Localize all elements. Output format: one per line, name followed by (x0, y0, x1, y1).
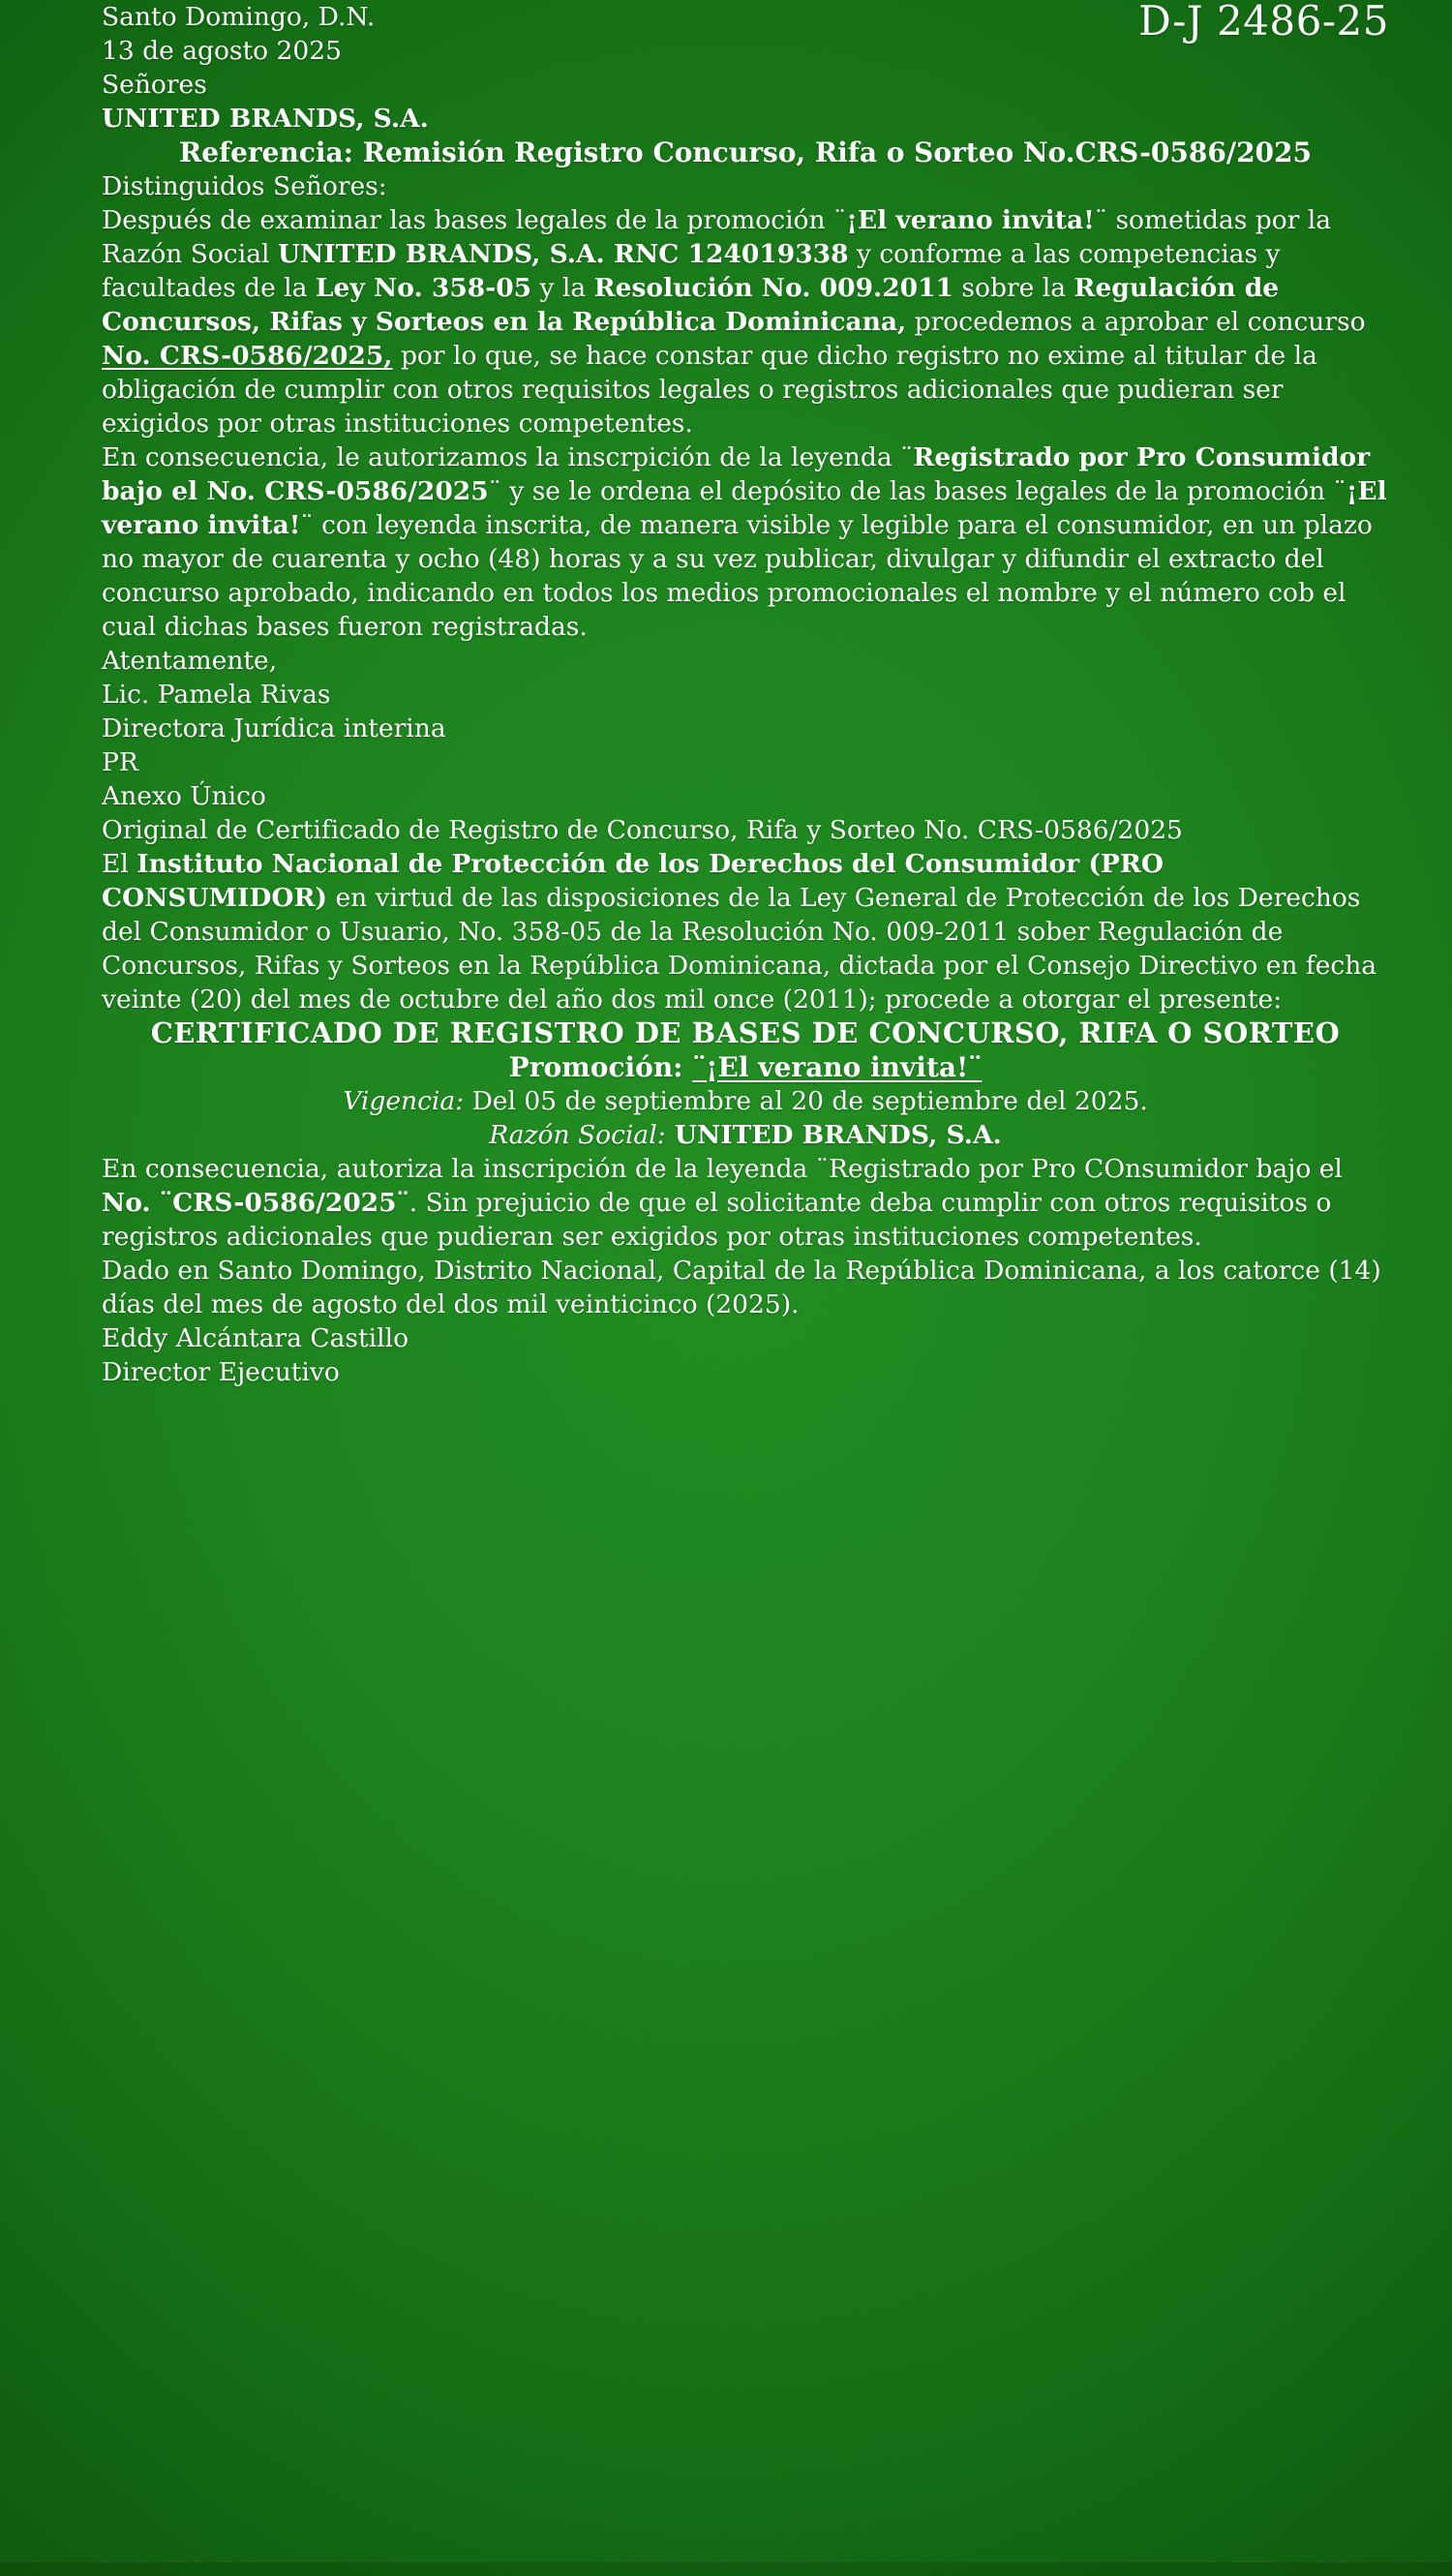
signer-block (102, 678, 1389, 779)
document-number: D-J 2486-25 (1138, 0, 1389, 45)
certificate-intro-paragraph: El Instituto Nacional de Protección de los Derechos del Consumidor (PRO CONSUMIDOR) en virtud de las disposiciones de la Ley General de Protección de los Derechos del Consumidor o Usuario, No. 358-05 de la Resolución No. 009-2011 sober Regulación de Concursos, Rifas y Sorteos en la República Dominicana, dictada por el Consejo Directivo en fecha veinte (20) del mes de octubre del año dos mil once (2011); procede a otorgar el presente: (102, 849, 1377, 1015)
letter-header (102, 0, 1389, 68)
signer-name: Lic. Pamela Rivas (102, 680, 331, 710)
promotion-label: Promoción: (508, 1051, 693, 1083)
greeting-line: Distinguidos Señores: (102, 171, 387, 201)
addressee-name: UNITED BRANDS, S.A. (102, 104, 429, 134)
closing-line: Atentamente, (102, 646, 278, 676)
validity-line (102, 1084, 1389, 1118)
certificate-signer-name: Eddy Alcántara Castillo (102, 1323, 409, 1353)
promotion-line (102, 1050, 1389, 1084)
certificate-title: CERTIFICADO DE REGISTRO DE BASES DE CONCURSO, RIFA O SORTEO (150, 1016, 1341, 1049)
validity-label: Vigencia: (343, 1086, 465, 1116)
issued-paragraph: Dado en Santo Domingo, Distrito Nacional, Capital de la República Dominicana, a los catorce (14) días del mes de agosto del dos mil veinticinco (2025). (102, 1256, 1381, 1319)
certificate-signer-title: Director Ejecutivo (102, 1357, 340, 1387)
addressee-salutation: Señores (102, 70, 207, 100)
annex-description: Original de Certificado de Registro de Concurso, Rifa y Sorteo No. CRS-0586/2025 (102, 815, 1183, 845)
reference-line: Referencia: Remisión Registro Concurso, Rifa o Sorteo No.CRS-0586/2025 (178, 136, 1312, 168)
place-date-block (102, 0, 375, 68)
company-label: Razón Social: (489, 1120, 666, 1150)
letter-paragraph-2: En consecuencia, le autorizamos la inscrpición de la leyenda ¨Registrado por Pro Consumidor bajo el No. CRS-0586/2025¨ y se le ordena el depósito de las bases legales de la promoción ¨¡El verano invita!¨ con leyenda inscrita, de manera visible y legible para el consumidor, en un plazo no mayor de cuarenta y ocho (48) horas y a su vez publicar, divulgar y difundir el extracto del concurso aprobado, indicando en todos los medios promocionales el nombre y el número cob el cual dichas bases fueron registradas. (102, 442, 1387, 642)
validity-value: Del 05 de septiembre al 20 de septiembre del 2025. (464, 1086, 1148, 1116)
certificate-paragraph-1: En consecuencia, autoriza la inscripción de la leyenda ¨Registrado por Pro COnsumidor bajo el No. ¨CRS-0586/2025¨. Sin prejuicio de que el solicitante deba cumplir con otros requisitos o registros adicionales que pudieran ser exigidos por otras instituciones competentes. (102, 1154, 1343, 1252)
company-line (102, 1118, 1389, 1152)
signer-title: Directora Jurídica interina (102, 713, 446, 743)
promotion-name: ¨¡El verano invita!¨ (692, 1051, 983, 1083)
signer-initials: PR (102, 747, 138, 777)
company-value: UNITED BRANDS, S.A. (665, 1120, 1002, 1150)
letter-paragraph-1: Después de examinar las bases legales de la promoción ¨¡El verano invita!¨ sometidas por la Razón Social UNITED BRANDS, S.A. RNC 124019338 y conforme a las competencias y facultades de la Ley No. 358-05 y la Resolución No. 009.2011 sobre la Regulación de Concursos, Rifas y Sorteos en la República Dominicana, procedemos a aprobar el concurso No. CRS-0586/2025, por lo que, se hace constar que dicho registro no exime al titular de la obligación de cumplir con otros requisitos legales o registros adicionales que pudieran ser exigidos por otras instituciones competentes. (102, 205, 1366, 439)
bottom-edge-shade (0, 2561, 1452, 2576)
letter-content (102, 0, 1389, 1389)
date-line: 13 de agosto 2025 (102, 36, 342, 66)
annex-title: Anexo Único (102, 781, 266, 811)
addressee-block (102, 68, 1389, 136)
city-line: Santo Domingo, D.N. (102, 2, 376, 32)
annex-block (102, 779, 1389, 847)
certificate-signer-block (102, 1321, 1389, 1389)
